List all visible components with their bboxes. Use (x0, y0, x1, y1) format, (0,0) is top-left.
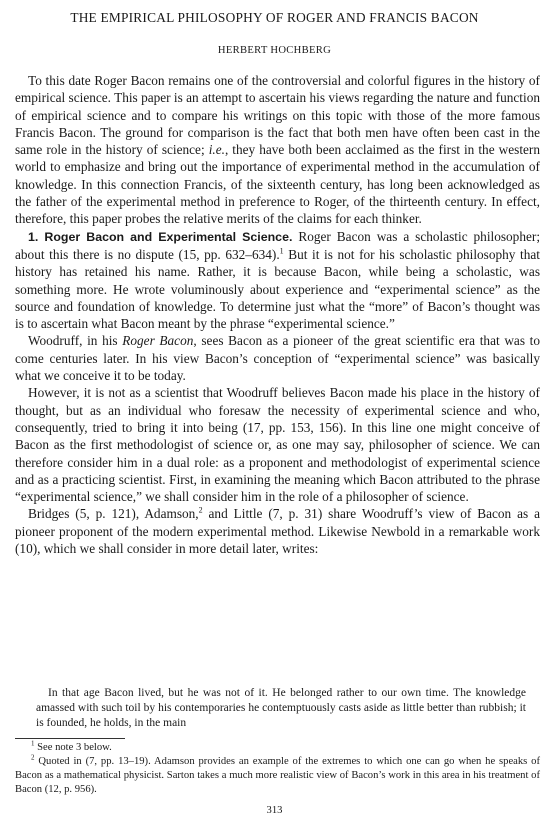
footnote (15, 741, 540, 755)
paragraph-text: However, it is not as a scientist that Woodruff believes Bacon made his place in the history of thought, but as an individual who foresaw the necessity of experimental science and who, consequently, tried to bring it into being (17, pp. 153, 156). In this line one might conceive of Bacon as the first methodologist of science or, as one may say, philosopher of science. We can therefore consider him in a dual role: as a proponent and methodologist of experimental science and as a practicing scientist. First, in examining the meaning which Bacon attributed to the phrase “experimental science,” we shall consider him in the role of a philosopher of science. (15, 385, 540, 505)
footnote-reference: 2 (198, 506, 203, 515)
paragraph-bridges (15, 505, 540, 557)
section-heading: 1. Roger Bacon and Experimental Science. (28, 229, 293, 244)
footnote (15, 755, 540, 797)
article-author: HERBERT HOCHBERG (217, 45, 332, 56)
paragraph-intro (15, 72, 540, 228)
footnote-text: Quoted in (7, pp. 13–19). Adamson provides an example of the extremes to which one can go when he speaks of Bacon as a mathematical physicist. Sarton takes a much more realistic view of Bacon’s work in this area in his treatment of Bacon (12, p. 956). (15, 756, 540, 795)
book-title: Roger Bacon (122, 333, 194, 349)
page-number: 313 (266, 805, 283, 816)
footnotes (15, 741, 540, 797)
paragraph-text: , they have both been acclaimed as the first in the western world to emphasize and bring out the importance of experimental method in the accumulation of knowledge. In this connection Francis, of the sixteenth century, has long been acknowledged as the father of the experimental method in preference to Roger, of the thirteenth century. In effect, therefore, this paper probes the relative merits of the claims for each thinker. (15, 142, 540, 227)
paragraph-section-1 (15, 228, 540, 333)
article-body (15, 72, 540, 557)
paragraph-text: , sees Bacon as a pioneer of the great scientific era that was to come centuries later. In his view Bacon’s conception of “experimental science” was basically what we conceive it to be today. (15, 333, 540, 384)
article-title: THE EMPIRICAL PHILOSOPHY OF ROGER AND FRANCIS BACON (70, 10, 479, 25)
paragraph-text: Roger Bacon was a scholastic philosopher; about this there is no dispute (15, pp. 632–634). (15, 228, 541, 262)
paragraph-text: Bridges (5, p. 121), Adamson, (28, 506, 199, 522)
paragraph-text: To this date Roger Bacon remains one of the controversial and colorful figures in the history of empirical science. This paper is an attempt to ascertain his views regarding the nature and function of empirical science and to compare his writings on this topic with those of the more famous Francis Bacon. The ground for comparison is the fact that both men have often been cast in the same role in the history of science; (15, 73, 540, 158)
paragraph-text: But it is not for his scholastic philosophy that history has retained his name. Rather, it is because Bacon, while being a scholastic, was something more. He wrote voluminously about experience and “experimental science” as the source and foundation of knowledge. To determine just what the “more” of Bacon’s thought was is to ascertain what Bacon meant by the phrase “experimental science.” (15, 246, 540, 332)
footnote-text: See note 3 below. (34, 742, 112, 753)
footnote-mark: 1 (31, 739, 35, 748)
italic-abbreviation: i.e. (208, 142, 225, 158)
footnote-reference: 1 (279, 246, 284, 256)
paragraph-however (15, 384, 540, 505)
block-quote (36, 686, 526, 730)
paragraph-text: and Little (7, p. 31) share Woodruff’s view of Bacon as a pioneer proponent of the modern experimental method. Likewise Newbold in a remarkable work (10), which we shall consider in more detail later, writes: (15, 506, 540, 557)
paragraph-text: Woodruff, in his (28, 333, 123, 349)
paragraph-woodruff (15, 332, 540, 384)
footnote-mark: 2 (31, 753, 35, 762)
quote-text: In that age Bacon lived, but he was not of it. He belonged rather to our own time. The knowledge amassed with such toil by his contemporaries he contemptuously casts aside as little better than rubbish; it is founded, he holds, in the main (36, 687, 526, 729)
